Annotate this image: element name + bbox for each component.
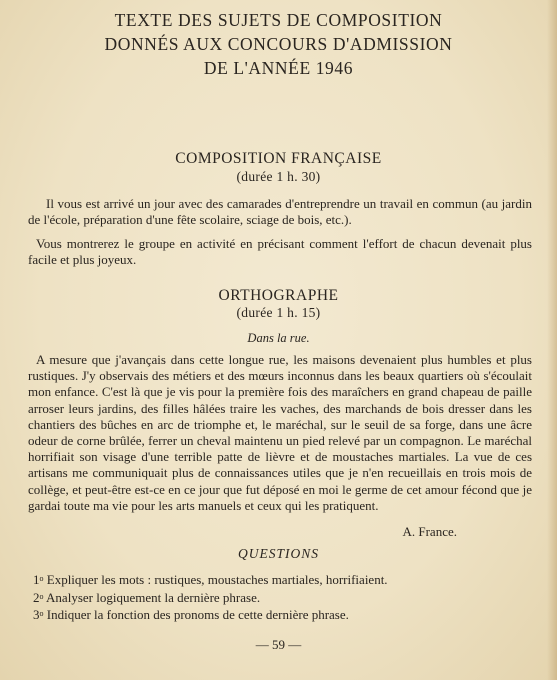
composition-title: COMPOSITION FRANÇAISE [175,150,382,167]
question-text: Expliquer les mots : rustiques, moustaches martiales, horrifiaient. [46,572,388,587]
question-number: 3 [33,607,40,622]
question-item-1 [33,572,388,588]
question-number-ordinal: o [39,574,44,583]
composition-paragraph-1: Il vous est arrivé un jour avec des camarades d'entreprendre un travail en commun (au jardin de l'école, préparation d'une fête scolaire, sciage de bois, etc.). [28,196,532,227]
header-title-line-1: TEXTE DES SUJETS DE COMPOSITION [114,10,443,30]
question-item-3 [33,607,349,623]
question-number-ordinal: o [39,609,44,618]
dictation-subtitle: Dans la rue. [247,331,310,345]
questions-title: QUESTIONS [237,546,319,561]
question-item-2 [33,590,260,606]
dictation-author: A. France. [402,524,457,539]
orthographe-duration: (durée 1 h. 15) [236,305,321,320]
question-number: 1 [33,572,40,587]
dictation-text: A mesure que j'avançais dans cette longue rue, les maisons devenaient plus humbles et plus rustiques. J'y observais des métiers et des mœurs inconnus dans les beaux quartiers où s'écoulait mon enfance. C'est là que je vis pour la première fois des maraîchers en grand chapeau de paille arroser leurs jardins, des filles hâlées traire les vaches, des marchands de bois dresser dans les chantiers des bûches en arc de triomphe et, le maréchal, sur le seuil de sa forge, dans une âcre odeur de corne brûlée, ferrer un cheval maintenu un pied relevé par un compagnon. Le maréchal horrifiait son visage d'une terrible patte de lièvre et de moustaches martiales. La vue de ces artisans me communiquait plus de connaissances utiles que je n'en recueillais en trois mois de collège, et peut-être est-ce en ce jour que fut déposé en moi le germe de cet amour fécond que je gardai toute ma vie pour les arts manuels et ceux qui les pratiquent. [28,352,532,513]
question-text: Analyser logiquement la dernière phrase. [46,590,261,605]
header-title-line-2: DONNÉS AUX CONCOURS D'ADMISSION [104,34,453,54]
question-number: 2 [33,590,40,605]
question-number-ordinal: o [39,592,44,601]
composition-duration: (durée 1 h. 30) [236,169,321,184]
question-text: Indiquer la fonction des pronoms de cette dernière phrase. [46,607,349,622]
header-title-line-3: DE L'ANNÉE 1946 [203,58,354,78]
composition-paragraph-2: Vous montrerez le groupe en activité en précisant comment l'effort de chacun devenait plus facile et plus joyeux. [28,236,532,267]
orthographe-title: ORTHOGRAPHE [218,287,339,304]
page-number: — 59 — [255,637,302,652]
